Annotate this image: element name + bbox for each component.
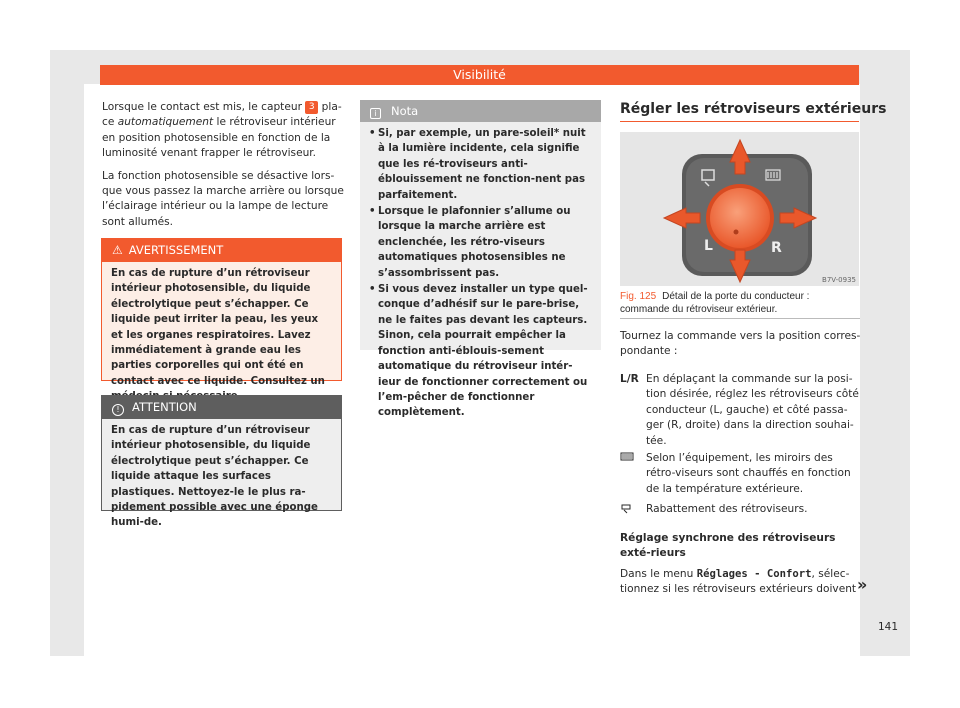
section-header: Visibilité bbox=[100, 65, 859, 85]
menu-name: Réglages - Confort bbox=[696, 568, 812, 580]
label-left: L bbox=[704, 238, 713, 254]
warning-box bbox=[101, 238, 342, 387]
menu-text bbox=[620, 567, 862, 598]
key-lr: L/R bbox=[620, 373, 639, 385]
figure-number: Fig. 125 bbox=[620, 291, 657, 302]
callout-badge: 3 bbox=[305, 101, 318, 114]
paragraph-text: pla- bbox=[318, 101, 342, 113]
intro-text: Tournez la commande vers la position corres-pondante : bbox=[620, 330, 861, 358]
warning-body: En cas de rupture d’un rétroviseur intérieur photosensible, du liquide électrolytique peut s’échapper. Ce liquide peut irriter la peau, les yeux et les organes respiratoires. Lavez immédiatement à grande eau les parties corporelles qui ont été en contact avec ce liquide. Consultez un bbox=[111, 268, 325, 387]
menu-text-post: , sélec-tionnez si les rétroviseurs extérieurs doivent bbox=[620, 568, 857, 596]
label-right: R bbox=[771, 240, 782, 256]
note-item: • Lorsque le plafonnier s’allume ou lorsque la marche arrière est enclenchée, les rétro-viseurs automatiques photosensibles ne s’assombrissent pas. bbox=[369, 204, 592, 281]
heated-mirror-icon bbox=[620, 451, 634, 468]
note-header bbox=[360, 100, 601, 122]
warning-header bbox=[102, 239, 341, 262]
figure-code: B7V-0935 bbox=[822, 276, 856, 284]
note-item: • Si vous devez installer un type quel-conque d’adhésif sur le pare-brise, ne le faites pas devant les capteurs. Sinon, cela pourrait empêcher la fonction anti-éblouis-sement automatique du rétroviseur intér-ieur de fonctionner correctement ou l’em-pêcher de fonctionner complètement. bbox=[369, 282, 592, 421]
desc-lr: En déplaçant la commande sur la posi-tion désirée, réglez les rétroviseurs côté conducteur (L, gauche) et côté passa-ger (R, droite) dans la direction souhai-tée. bbox=[646, 373, 859, 447]
attention-header bbox=[102, 396, 341, 419]
paragraph-text: Lorsque le contact est mis, le capteur bbox=[102, 101, 302, 113]
attention-box bbox=[101, 395, 342, 529]
mirror-control-illustration bbox=[620, 132, 859, 286]
note-title: Nota bbox=[391, 104, 419, 118]
figure-caption bbox=[620, 290, 860, 316]
menu-text-pre: Dans le menu bbox=[620, 568, 697, 580]
note-item: • Si, par exemple, un pare-soleil* nuit à la lumière incidente, cela signifie que les ré-troviseurs anti-éblouissement ne fonction-nent pas parfaitement. bbox=[369, 126, 592, 203]
title-rule bbox=[620, 121, 859, 122]
rotary-knob bbox=[710, 188, 770, 248]
attention-body: En cas de rupture d’un rétroviseur intérieur photosensible, du liquide électrolytique peut s’échapper. Ce liquide attaque les surfaces plastiques. Nettoyez-le le plus ra-pidement possible avec une éponge humi-de. bbox=[111, 425, 318, 529]
fold-mirror-icon bbox=[620, 502, 634, 519]
emphasis-text: automatiquement bbox=[117, 116, 214, 129]
warning-triangle-icon: ⚠ bbox=[112, 243, 123, 257]
attention-title: ATTENTION bbox=[132, 400, 197, 414]
info-icon: i bbox=[370, 108, 381, 119]
paragraph-sensor bbox=[102, 100, 344, 162]
column-1 bbox=[102, 100, 344, 237]
attention-circle-icon: ! bbox=[112, 404, 124, 416]
caption-rule bbox=[620, 318, 860, 319]
desc-heated: Selon l’équipement, les miroirs des rétro-viseurs sont chauffés en fonction de la température extérieure. bbox=[646, 452, 851, 495]
note-box bbox=[360, 100, 601, 419]
caption-text: Détail de la porte du conducteur : commande du rétroviseur extérieur. bbox=[620, 291, 810, 315]
paragraph-text: ce bbox=[102, 116, 118, 129]
note-body bbox=[360, 122, 601, 426]
figure-mirror-control bbox=[620, 132, 859, 286]
section-title: Régler les rétroviseurs extérieurs bbox=[620, 101, 887, 117]
continue-arrow: » bbox=[857, 575, 868, 594]
paragraph-text: le rétroviseur intérieur en position photosensible en fonction de la luminosité venant frapper le rétroviseur. bbox=[102, 116, 336, 160]
page-number: 141 bbox=[878, 621, 899, 633]
desc-fold: Rabattement des rétroviseurs. bbox=[646, 503, 808, 515]
subheading-sync: Réglage synchrone des rétroviseurs exté-rieurs bbox=[620, 532, 836, 560]
warning-title: AVERTISSEMENT bbox=[128, 243, 224, 257]
paragraph-deactivation: La fonction photosensible se désactive lors-que vous passez la marche arrière ou lorsque l’éclairage intérieur ou la lampe de lecture sont allumés. bbox=[102, 169, 344, 228]
